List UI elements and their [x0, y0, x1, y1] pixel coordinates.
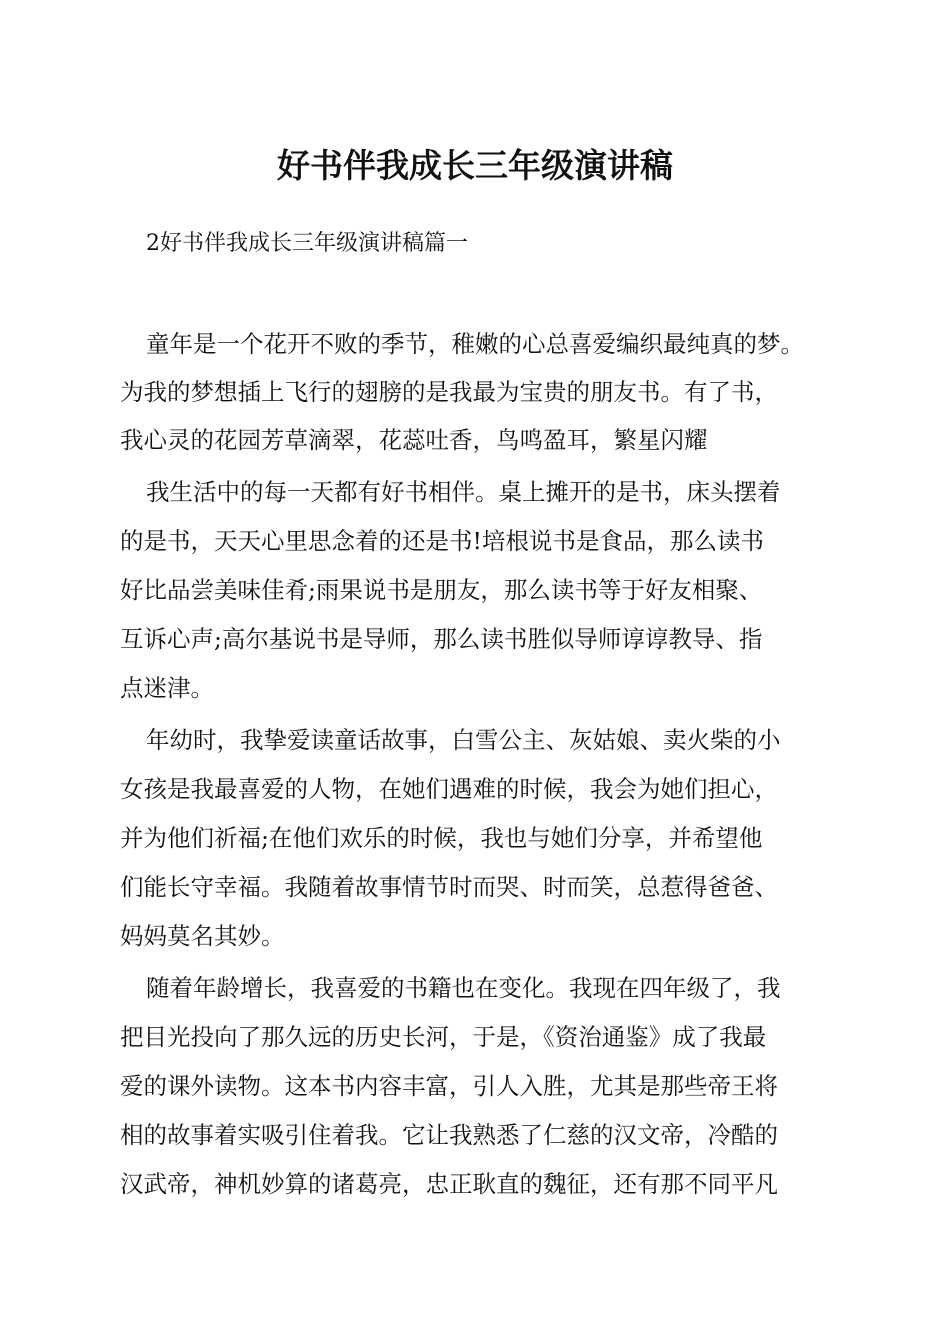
paragraph-line: 爱的课外读物。这本书内容丰富，引人入胜，尤其是那些帝王将	[120, 1072, 778, 1100]
paragraph-line: 我生活中的每一天都有好书相伴。桌上摊开的是书，床头摆着	[146, 478, 781, 506]
document-title: 好书伴我成长三年级演讲稿	[277, 146, 673, 185]
paragraph-line: 把目光投向了那久远的历史长河，于是，《资治通鉴》成了我最	[120, 1023, 767, 1051]
paragraph-line: 女孩是我最喜爱的人物，在她们遇难的时候，我会为她们担心，	[120, 775, 778, 803]
paragraph-line: 的是书，天天心里思念着的还是书!培根说书是食品，那么读书	[120, 527, 764, 555]
paragraph-line: 互诉心声;高尔基说书是导师，那么读书胜似导师谆谆教导、指	[120, 625, 763, 653]
paragraph-line: 为我的梦想插上飞行的翅膀的是我最为宝贵的朋友书。有了书，	[120, 378, 778, 406]
paragraph-line: 点迷津。	[120, 674, 214, 702]
paragraph-line: 我心灵的花园芳草滴翠，花蕊吐香，鸟鸣盈耳，繁星闪耀	[120, 426, 708, 454]
paragraph-line: 汉武帝，神机妙算的诸葛亮，忠正耿直的魏征，还有那不同平凡	[120, 1170, 778, 1198]
paragraph-line: 们能长守幸福。我随着故事情节时而哭、时而笑，总惹得爸爸、	[120, 873, 778, 901]
paragraph-line: 好比品尝美味佳肴;雨果说书是朋友，那么读书等于好友相聚、	[120, 576, 763, 604]
paragraph-line: 随着年龄增长，我喜爱的书籍也在变化。我现在四年级了，我	[146, 974, 781, 1002]
paragraph-line: 妈妈莫名其妙。	[120, 922, 285, 950]
paragraph-line: 童年是一个花开不败的季节，稚嫩的心总喜爱编织最纯真的梦。	[146, 330, 804, 358]
paragraph-line: 年幼时，我挚爱读童话故事，白雪公主、灰姑娘、卖火柴的小	[146, 726, 781, 754]
document-subtitle: 2好书伴我成长三年级演讲稿篇一	[146, 231, 468, 256]
paragraph-line: 并为他们祈福;在他们欢乐的时候，我也与她们分享，并希望他	[120, 824, 763, 852]
paragraph-line: 相的故事着实吸引住着我。它让我熟悉了仁慈的汉文帝，冷酷的	[120, 1121, 778, 1149]
